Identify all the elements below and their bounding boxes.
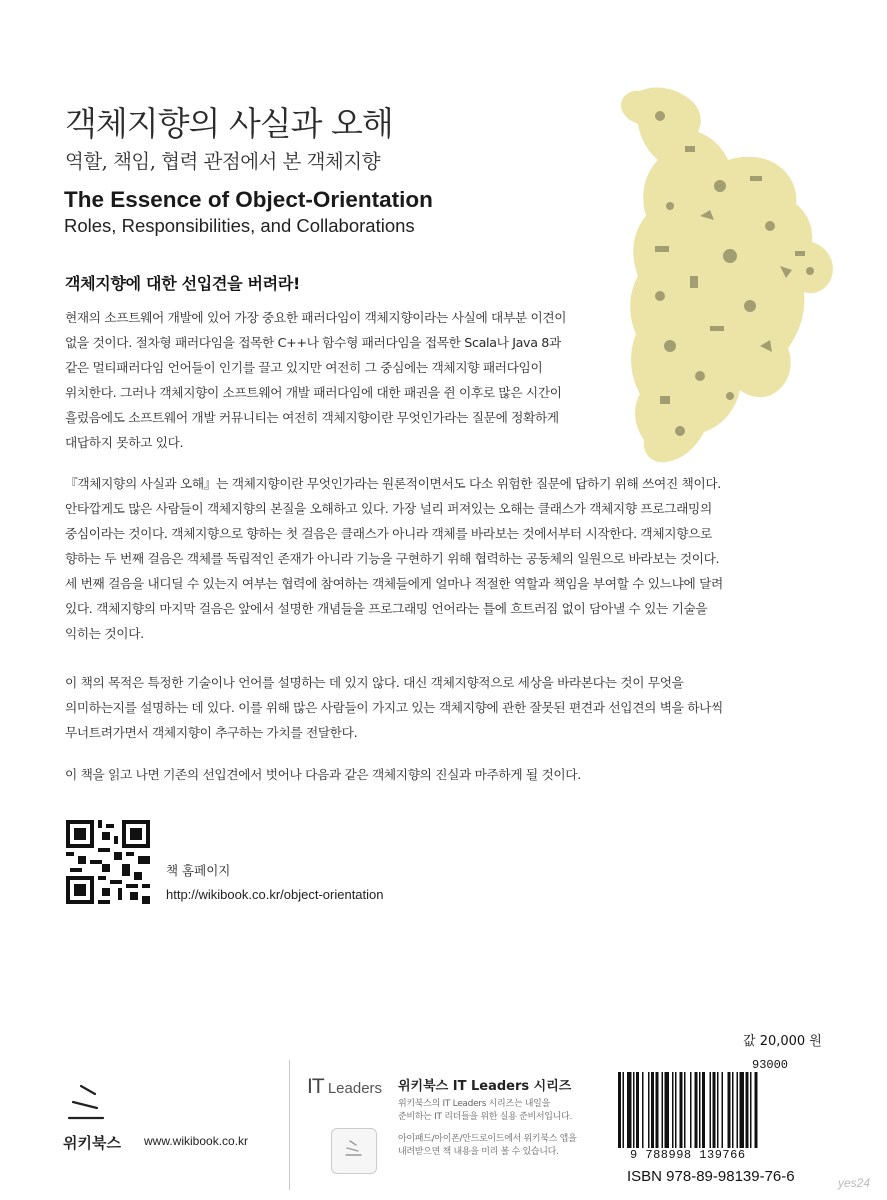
homepage-label: 책 홈페이지 [166,863,231,878]
app-description [398,1133,576,1159]
paragraph-line: 익히는 것이다. [65,626,144,641]
paragraph-line: 없을 것이다. 절차형 패러다임을 접목한 C++나 함수형 패러다임을 접목한 Scala나 Java 8과 [65,335,561,350]
paragraph-line: 이 책의 목적은 특정한 기술이나 언어를 설명하는 데 있지 않다. 대신 객체지향적으로 세상을 바라본다는 것이 무엇을 [65,675,684,690]
paragraph-line: 대답하지 못하고 있다. [65,435,184,450]
book-title-english: The Essence of Object-Orientation [64,187,433,212]
paragraph-line: 중심이라는 것이다. 객체지향으로 향하는 첫 걸음은 클래스가 아니라 객체를 바라보는 것에서부터 시작한다. 객체지향으로 [65,526,712,541]
paragraph-4 [65,762,581,787]
app-description-line: 아이패드/아이폰/안드로이드에서 위키북스 앱을 [398,1134,577,1144]
paragraph-line: 같은 멀티패러다임 언어들이 인기를 끌고 있지만 여전히 그 중심에는 객체지향 패러다임이 [65,360,543,375]
paragraph-line: 『객체지향의 사실과 오해』는 객체지향이란 무엇인가라는 원론적이면서도 다소 위험한 질문에 답하기 위해 쓰여진 책이다. [65,476,721,491]
paragraph-line: 무너트려가면서 객체지향이 추구하는 가치를 전달한다. [65,725,358,740]
it-leaders-logo [307,1075,382,1099]
paragraph-2 [65,471,723,646]
publisher-mark-icon [63,1080,113,1126]
series-description-line: 위키북스의 IT Leaders 시리즈는 내일을 [398,1099,550,1109]
series-description [398,1098,572,1124]
paragraph-1 [65,305,566,455]
barcode-number: 9 788998 139766 [630,1148,746,1162]
paragraph-3 [65,670,723,745]
price-label: 값 20,000 원 [743,1034,822,1049]
book-title-korean: 객체지향의 사실과 오해 [65,104,393,143]
paragraph-line: 향하는 두 번째 걸음은 객체를 독립적인 존재가 아니라 기능을 구현하기 위해 협력하는 공동체의 일원으로 바라보는 것이다. [65,551,720,566]
paragraph-line: 세 번째 걸음을 내디딜 수 있는지 여부는 협력에 참여하는 객체들에게 얼마나 적절한 역할과 책임을 부여할 수 있느냐에 달려 [65,576,723,591]
publisher-logo [63,1080,121,1152]
paragraph-line: 있다. 객체지향의 마지막 걸음은 앞에서 설명한 개념들을 프로그래밍 언어라는 틀에 흐트러짐 없이 담아낼 수 있는 기술을 [65,601,708,616]
paragraph-line: 이 책을 읽고 나면 기존의 선입견에서 벗어나 다음과 같은 객체지향의 진실과 마주하게 될 것이다. [65,767,581,782]
paragraph-line: 안타깝게도 많은 사람들이 객체지향의 본질을 오해하고 있다. 가장 널리 퍼져있는 오해는 클래스가 객체지향 프로그래밍의 [65,501,712,516]
it-leaders-logo-it: IT [307,1075,324,1098]
qr-code-icon[interactable] [66,820,150,904]
book-subtitle-korean: 역할, 책임, 협력 관점에서 본 객체지향 [65,150,380,173]
barcode-icon [616,1072,802,1148]
it-leaders-logo-leaders: Leaders [327,1080,383,1097]
publisher-name: 위키북스 [63,1134,121,1152]
paragraph-line: 위치한다. 그러나 객체지향이 소프트웨어 개발 패러다임에 대한 패권을 쥔 이후로 많은 시간이 [65,385,562,400]
rabbit-illustration [600,76,840,476]
barcode-addon-number: 93000 [752,1058,789,1072]
isbn: ISBN 978-89-98139-76-6 [627,1168,795,1185]
paragraph-line: 현재의 소프트웨어 개발에 있어 가장 중요한 패러다임이 객체지향이라는 사실에 대부분 이견이 [65,310,567,325]
headline: 객체지향에 대한 선입견을 버려라! [65,274,300,293]
series-name: 위키북스 IT Leaders 시리즈 [398,1079,572,1094]
app-description-line: 내려받으면 책 내용을 미리 볼 수 있습니다. [398,1147,559,1157]
book-subtitle-english: Roles, Responsibilities, and Collaborations [64,215,415,236]
divider [289,1060,290,1190]
publisher-url-link[interactable]: www.wikibook.co.kr [144,1134,249,1148]
paragraph-line: 의미하는지를 설명하는 데 있다. 이를 위해 많은 사람들이 가지고 있는 객체지향에 관한 잘못된 편견과 선입견의 벽을 하나씩 [65,700,723,715]
watermark: yes24 [838,1176,871,1190]
homepage-url-link[interactable]: http://wikibook.co.kr/object-orientation [166,887,384,902]
paragraph-line: 흘렀음에도 소프트웨어 개발 커뮤니티는 여전히 객체지향이란 무엇인가라는 질문에 정확하게 [65,410,559,425]
wikibooks-app-icon[interactable] [331,1128,377,1174]
app-mark-icon [332,1129,376,1173]
series-description-line: 준비하는 IT 리더들을 위한 실용 준비서입니다. [398,1112,573,1122]
